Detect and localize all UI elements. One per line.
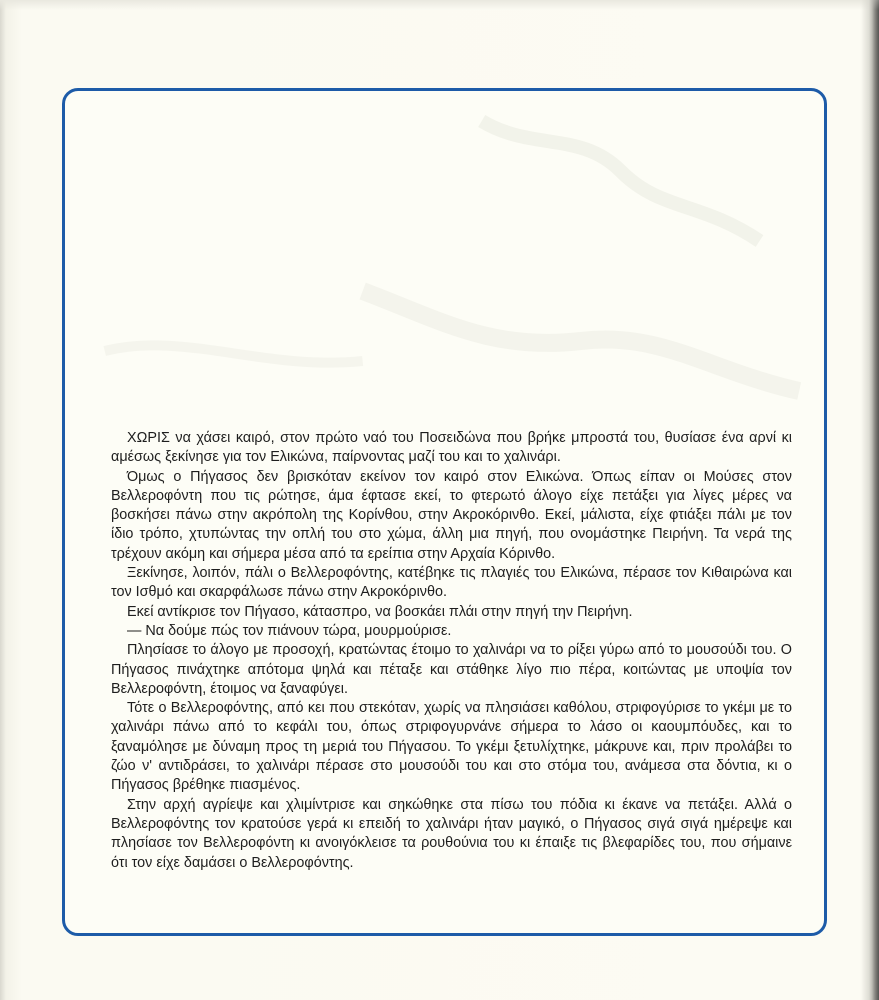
dialogue-line: — Να δούμε πώς τον πιάνουν τώρα, μουρμούρισε. xyxy=(127,622,452,639)
paragraph: ΧΩΡΙΣ να χάσει καιρό, στον πρώτο ναό του Ποσειδώνα που βρήκε μπροστά του, θυσίασε ένα αρνί κι αμέσως ξεκίνησε για τον Ελικώνα, παίρνοντας μαζί του και το χαλινάρι. xyxy=(111,430,792,466)
paragraph: Εκεί αντίκρισε τον Πήγασο, κάτασπρο, να βοσκάει πλάι στην πηγή την Πειρήνη. xyxy=(127,603,633,620)
paragraph: Ξεκίνησε, λοιπόν, πάλι ο Βελλεροφόντης, κατέβηκε τις πλαγιές του Ελικώνα, πέρασε τον Κιθαιρώνα και τον Ισθμό και σκαρφάλωσε πάνω στην Ακροκόρινθο. xyxy=(111,565,792,601)
story-text xyxy=(111,429,792,873)
paragraph: Όμως ο Πήγασος δεν βρισκόταν εκείνον τον καιρό στον Ελικώνα. Όπως είπαν οι Μούσες στον Βελλεροφόντη που τις ρώτησε, άμα έφτασε εκεί, το φτερωτό άλογο είχε πετάξει για λίγες μέρες να βοσκήσει πάνω στην ακρόπολη της Κορίνθου, στην Ακροκόρινθο. Εκεί, μάλιστα, είχε φτιάξει πάλι με τον ίδιο τρόπο, χτυπώντας την οπλή του στο χώμα, άλλη μια πηγή, που ονομάστηκε Πειρήνη. Τα νερά της τρέχουν ακόμη και σήμερα μέσα από τα ερείπια στην Αρχαία Κόρινθο. xyxy=(111,468,792,562)
paragraph: Πλησίασε το άλογο με προσοχή, κρατώντας έτοιμο το χαλινάρι να το ρίξει γύρω από το μουσούδι του. Ο Πήγασος πινάχτηκε απότομα ψηλά και πέταξε και στάθηκε λίγο πιο πέρα, κοιτώντας με υποψία τον Βελλεροφόντη, έτοιμος να ξαναφύγει. xyxy=(111,642,792,697)
faded-illustration xyxy=(65,91,824,431)
page-top-shadow xyxy=(0,0,879,10)
paragraph: Στην αρχή αγρίεψε και χλιμίντρισε και σηκώθηκε στα πίσω του πόδια κι έκανε να πετάξει. Αλλά ο Βελλεροφόντης τον κρατούσε γερά κι επειδή το χαλινάρι ήταν μαγικό, ο Πήγασος σιγά σιγά ημέρεψε και πλησίασε τον Βελλεροφόντη κι ανοιγόκλεισε τα ρουθούνια του κι έπαιξε τις βλεφαρίδες του, που σήμαινε ότι τον είχε δαμάσει ο Βελλεροφόντης. xyxy=(111,796,792,871)
paragraph: Τότε ο Βελλεροφόντης, από κει που στεκόταν, χωρίς να πλησιάσει καθόλου, στριφογύρισε το γκέμι με το χαλινάρι πάνω από το κεφάλι του, όπως στριφογυρνάνε σήμερα το λάσο οι καουμπόυδες, και το ξαναμόλησε με δύναμη προς τη μεριά του Πήγασου. Το γκέμι ξετυλίχτηκε, μάκρυνε και, πριν προλάβει το ζώο ν' αντιδράσει, το χαλινάρι πέρασε στο μουσούδι του και στο στόμα του, ανάμεσα στα δόντια, κι ο Πήγασος βρέθηκε πιασμένος. xyxy=(111,700,792,794)
page-right-edge-shadow xyxy=(861,0,879,1000)
text-frame xyxy=(62,88,827,936)
